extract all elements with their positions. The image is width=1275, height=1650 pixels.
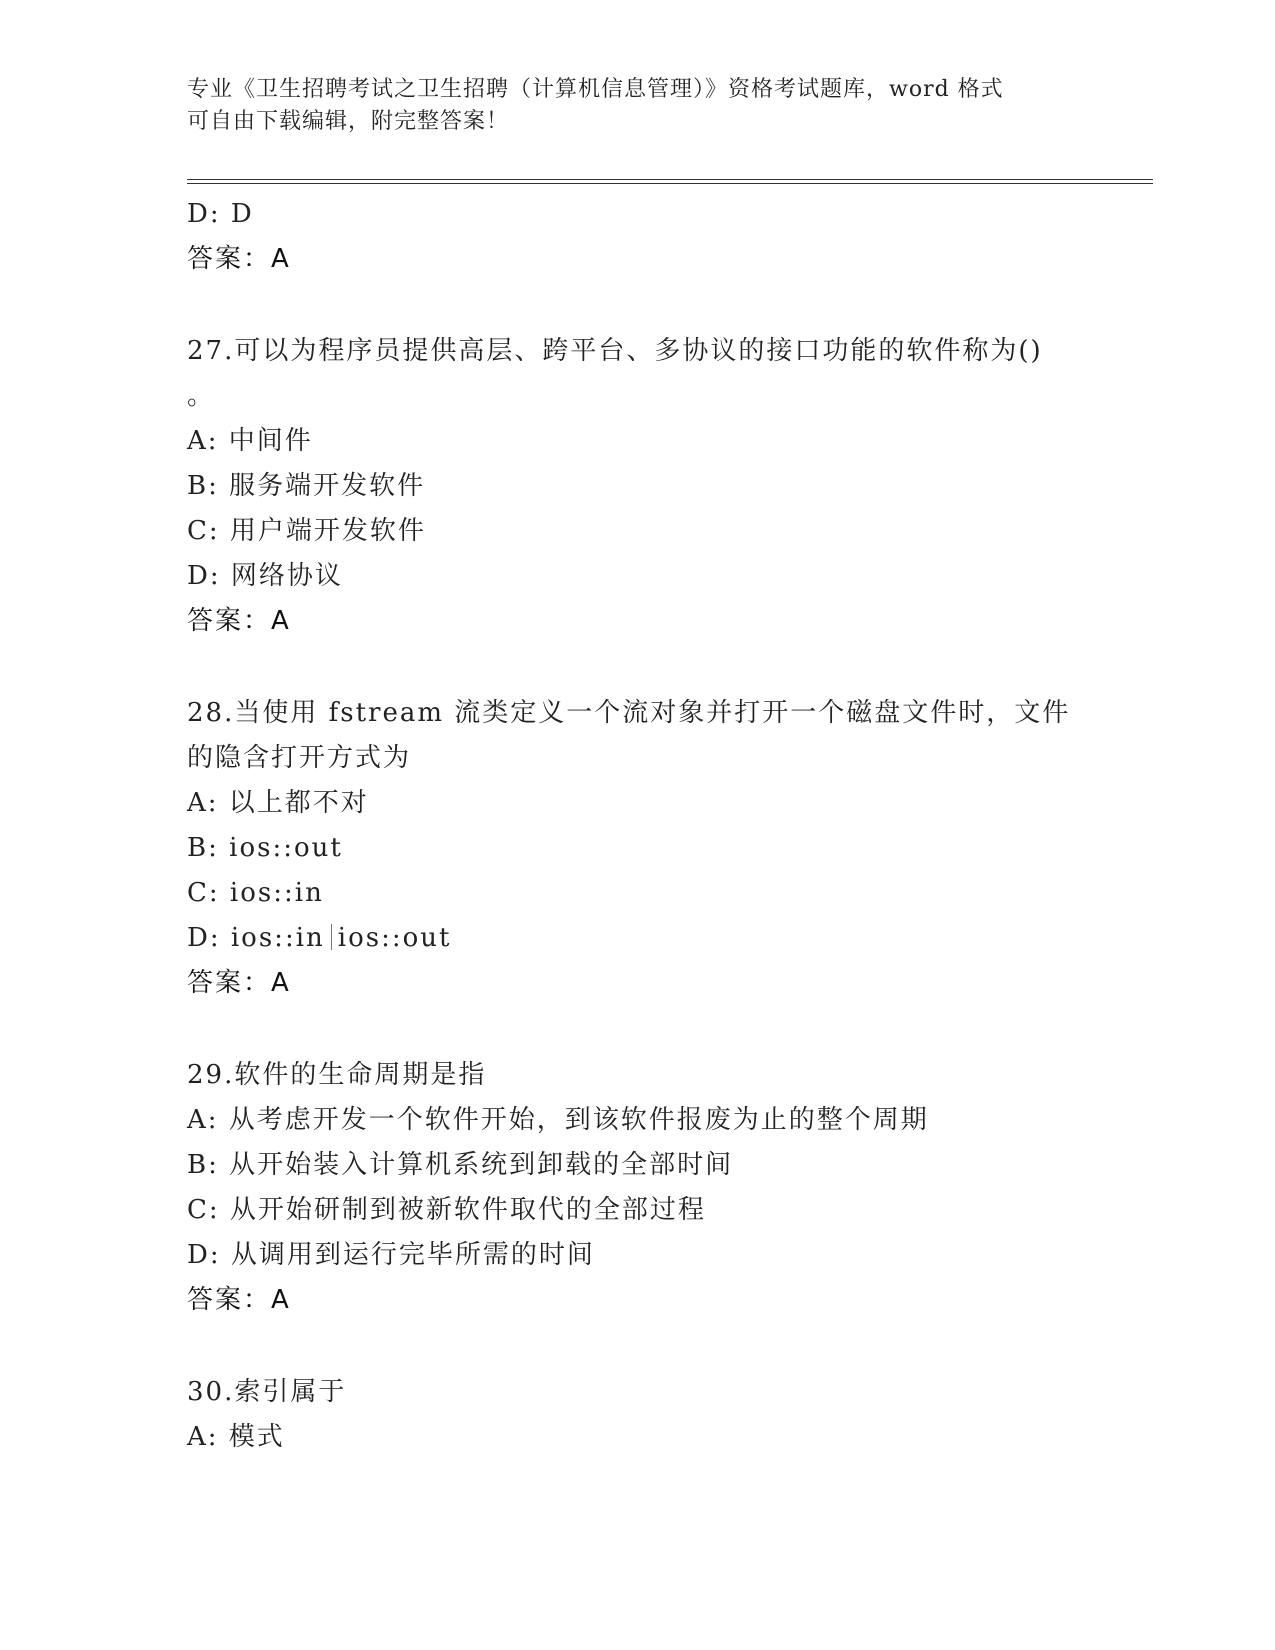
question-29-option-d: D: 从调用到运行完毕所需的时间 xyxy=(187,1240,595,1270)
header-line-1: 专业《卫生招聘考试之卫生招聘（计算机信息管理）》资格考试题库，word 格式 xyxy=(187,77,1004,102)
question-27-option-d: D: 网络协议 xyxy=(187,561,343,591)
answer-label: 答案： xyxy=(187,244,272,274)
question-28-text: 28.当使用 fstream 流类定义一个流对象并打开一个磁盘文件时，文件 xyxy=(187,698,1071,728)
question-29 xyxy=(187,1053,1087,1323)
question-27-option-b: B: 服务端开发软件 xyxy=(187,471,426,501)
question-30 xyxy=(187,1370,1087,1460)
header-line-2: 可自由下载编辑，附完整答案！ xyxy=(187,109,510,134)
option-d-left: D: ios::in xyxy=(187,923,325,953)
answer-value: A xyxy=(271,606,291,636)
question-29-option-b: B: 从开始装入计算机系统到卸载的全部时间 xyxy=(187,1150,734,1180)
question-28-option-c: C: ios::in xyxy=(187,878,324,908)
header-divider-bottom xyxy=(187,183,1153,184)
question-28 xyxy=(187,691,1087,1006)
answer-value: A xyxy=(271,968,291,998)
question-28-option-a: A: 以上都不对 xyxy=(187,788,369,818)
question-28-option-b: B: ios::out xyxy=(187,833,343,863)
question-30-text: 30.索引属于 xyxy=(187,1377,347,1407)
question-27-answer xyxy=(187,599,1087,644)
prev-option-d: D: D xyxy=(187,199,254,229)
answer-value: A xyxy=(271,244,291,274)
answer-label: 答案： xyxy=(187,606,272,636)
question-list xyxy=(187,192,1087,1460)
question-27-option-a: A: 中间件 xyxy=(187,426,313,456)
question-29-option-a: A: 从考虑开发一个软件开始，到该软件报废为止的整个周期 xyxy=(187,1105,929,1135)
question-29-text: 29.软件的生命周期是指 xyxy=(187,1060,487,1090)
option-d-right: ios::out xyxy=(337,923,452,953)
answer-label: 答案： xyxy=(187,968,272,998)
pipe-separator xyxy=(331,924,332,950)
header-divider-top xyxy=(187,179,1153,180)
question-28-option-d xyxy=(187,916,1087,961)
answer-label: 答案： xyxy=(187,1285,272,1315)
question-27-text-cont: 。 xyxy=(187,381,216,411)
question-30-option-a: A: 模式 xyxy=(187,1422,285,1452)
question-27-option-c: C: 用户端开发软件 xyxy=(187,516,426,546)
question-28-text-cont: 的隐含打开方式为 xyxy=(187,743,412,773)
question-27-text: 27.可以为程序员提供高层、跨平台、多协议的接口功能的软件称为() xyxy=(187,336,1043,366)
question-27 xyxy=(187,329,1087,644)
question-29-answer xyxy=(187,1278,1087,1323)
question-29-option-c: C: 从开始研制到被新软件取代的全部过程 xyxy=(187,1195,706,1225)
answer-value: A xyxy=(271,1285,291,1315)
document-header xyxy=(187,74,1067,138)
prev-answer xyxy=(187,237,1087,282)
question-28-answer xyxy=(187,961,1087,1006)
